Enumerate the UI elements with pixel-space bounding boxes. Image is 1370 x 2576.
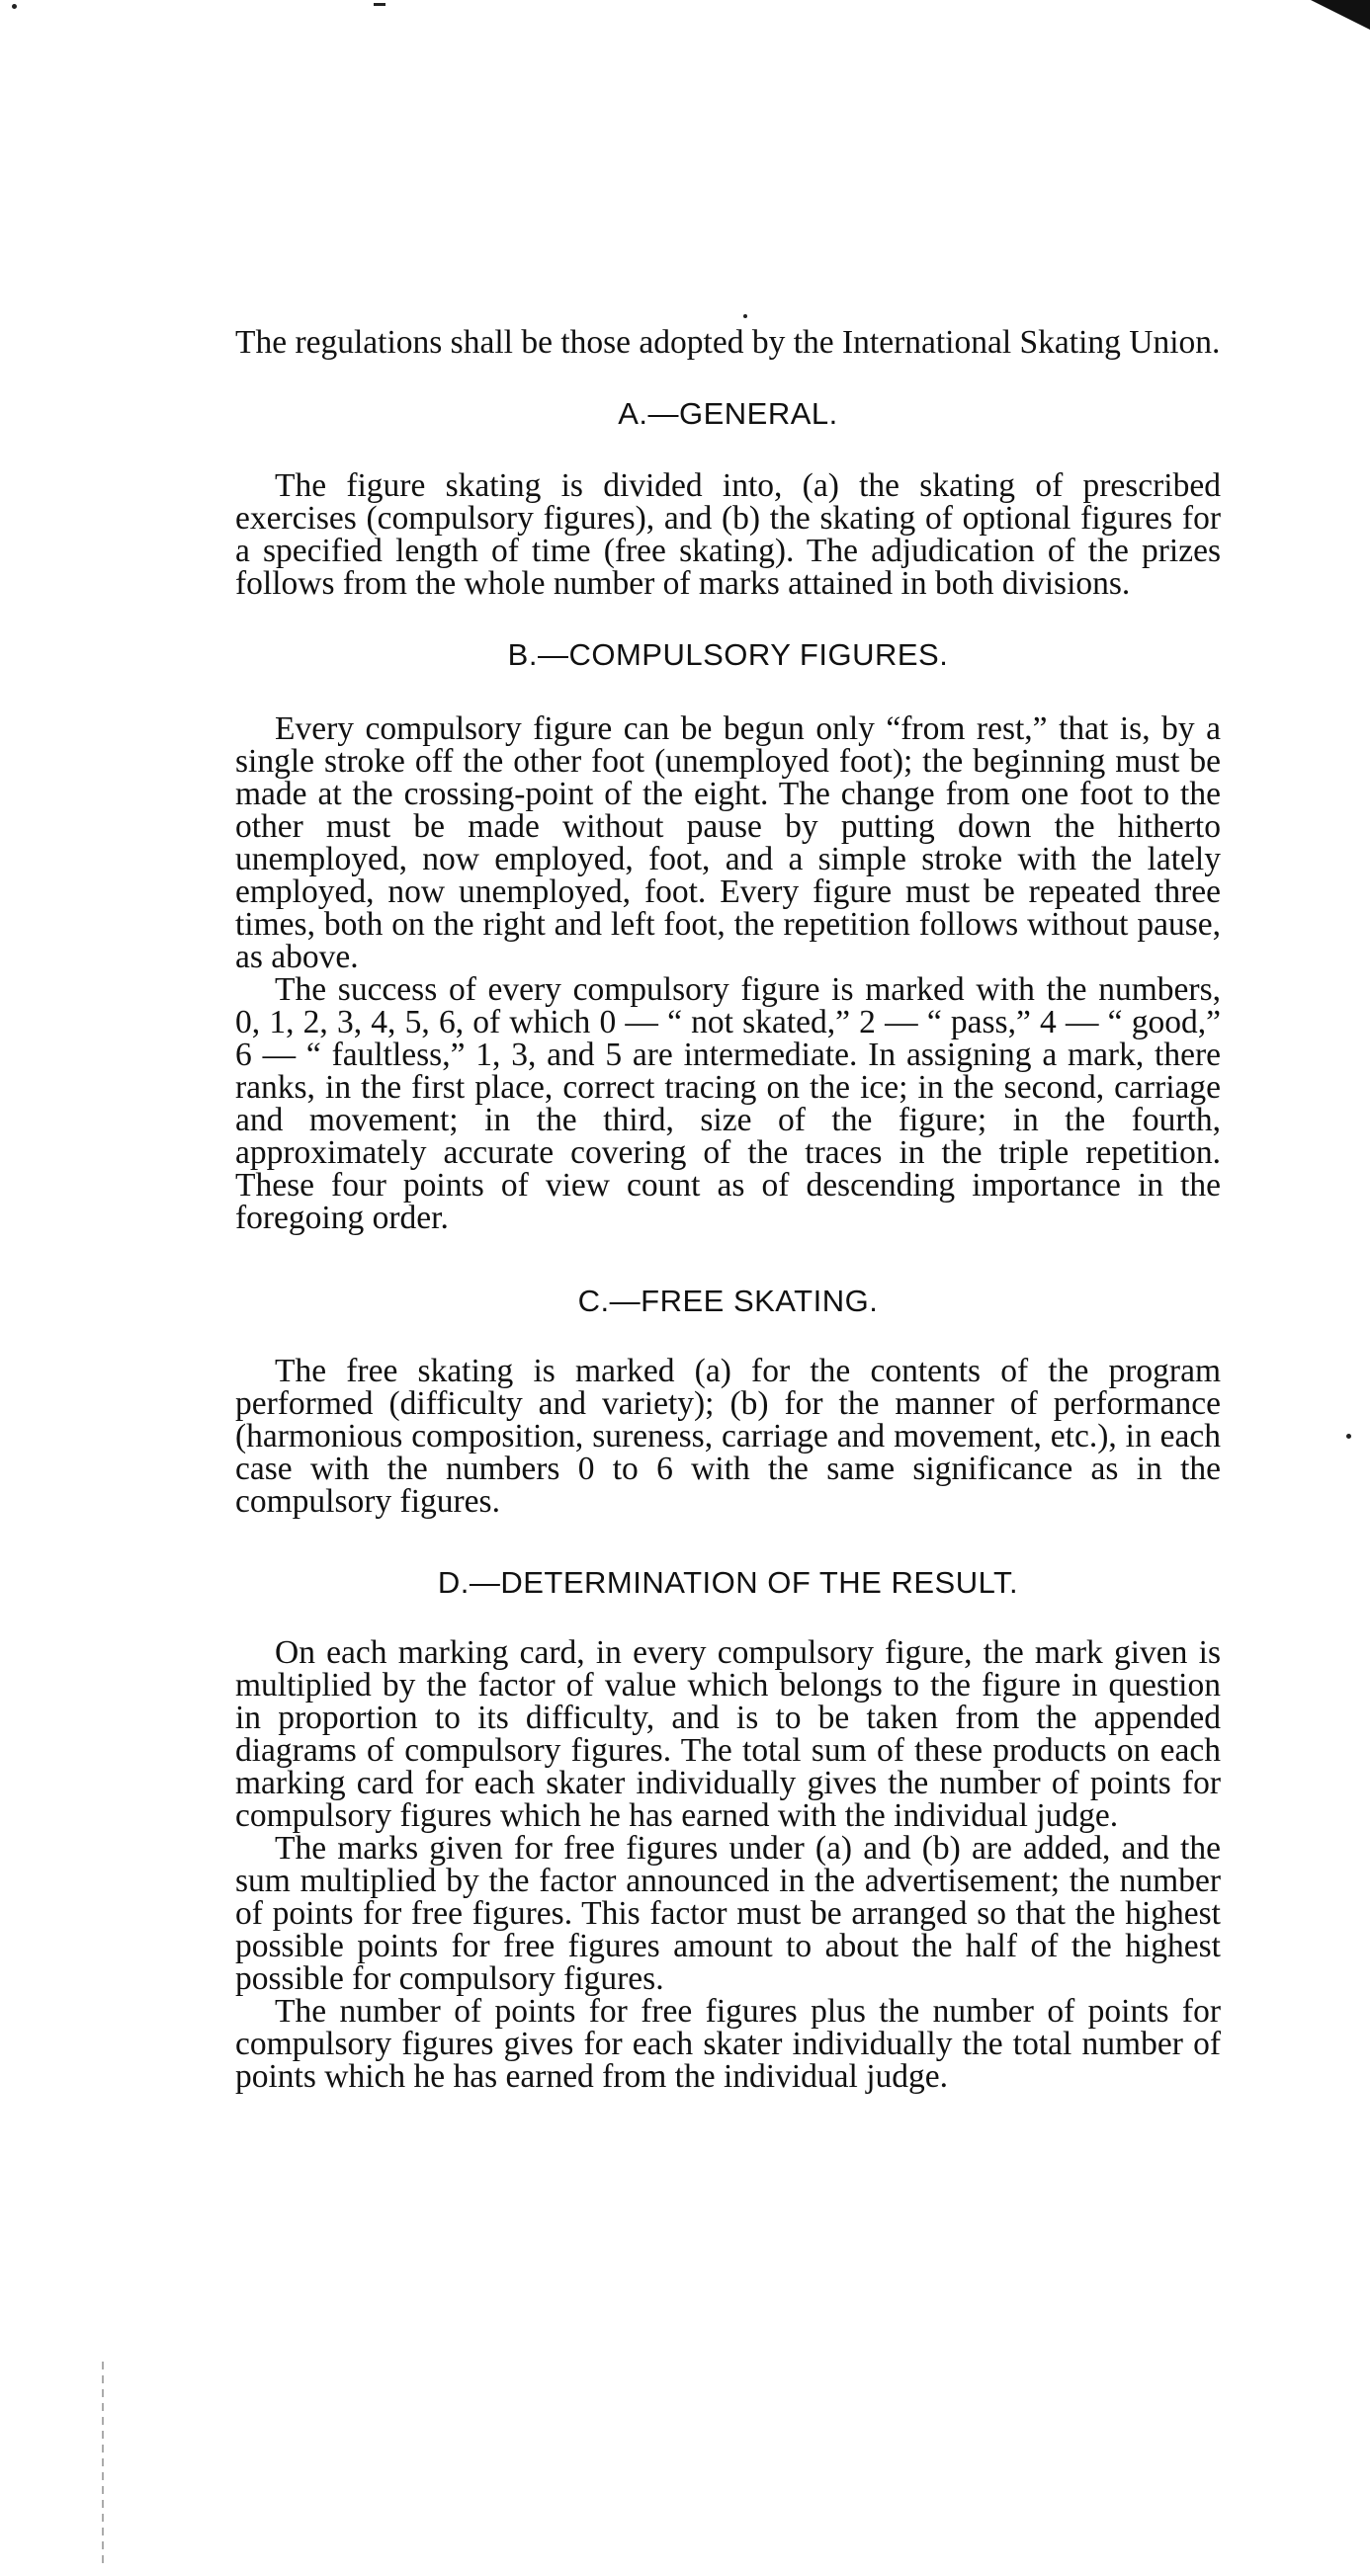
section-determination-of-result (235, 1565, 1221, 2093)
paragraph: On each marking card, in every compulsory figure, the mark given is multiplied by the factor of value which belongs to the figure in question in proportion to its difficulty, and is to be taken from the appended diagrams of compulsory figures. The total sum of these products on each marking card for each skater individually gives the number of points for compulsory figures which he has earned with the individual judge. (235, 1634, 1221, 1834)
scan-speck (1346, 1434, 1351, 1439)
corner-scan-artifact (1311, 0, 1370, 30)
paragraph: The free skating is marked (a) for the contents of the program performed (difficulty and variety); (b) for the manner of performance (harmonious composition, sureness, carriage and movement, etc.), in each case with the numbers 0 to 6 with the same significance as in the compulsory figures. (235, 1353, 1221, 1520)
section-heading: D.—DETERMINATION OF THE RESULT. (437, 1565, 1019, 1600)
intro-paragraph: The regulations shall be those adopted by the International Skating Union. (235, 324, 1221, 361)
section-heading: A.—GENERAL. (618, 396, 838, 431)
scan-speck (374, 3, 385, 6)
margin-scan-line (102, 2362, 104, 2569)
paragraph: The marks given for free figures under (a) and (b) are added, and the sum multiplied by the factor announced in the advertisement; the number of points for free figures. This factor must be arranged so that the highest possible points for free figures amount to about the half of the highest possible for compulsory figures. (235, 1830, 1221, 1997)
section-free-skating (235, 1284, 1221, 1518)
section-general (235, 396, 1221, 600)
paragraph: The number of points for free figures plus the number of points for compulsory figures gives for each skater individually the total number of points which he has earned from the individual judge. (235, 1993, 1221, 2095)
section-heading: C.—FREE SKATING. (577, 1284, 879, 1318)
paragraph: The figure skating is divided into, (a) the skating of prescribed exercises (compulsory figures), and (b) the skating of optional figures for a specified length of time (free skating). The adjudication of the prizes follows from the whole number of marks attained in both divisions. (235, 467, 1221, 602)
section-compulsory-figures (235, 637, 1221, 1234)
document-page (235, 326, 1221, 2093)
paragraph: The success of every compulsory figure is marked with the numbers, 0, 1, 2, 3, 4, 5, 6, of which 0 — “ not skated,” 2 — “ pass,” 4 — “ good,” 6 — “ faultless,” 1, 3, and 5 are intermediate. In assigning a mark, there ranks, in the first place, correct tracing on the ice; in the second, carriage and movement; in the third, size of the figure; in the fourth, approximately accurate covering of the traces in the triple repetition. These four points of view count as of descending importance in the foregoing order. (235, 971, 1221, 1236)
scan-speck (743, 314, 747, 318)
paragraph: Every compulsory figure can be begun only “from rest,” that is, by a single stroke off the other foot (unemployed foot); the beginning must be made at the crossing-point of the eight. The change from one foot to the other must be made without pause by putting down the hitherto unemployed, now employed, foot, and a simple stroke with the lately employed, now unemployed, foot. Every figure must be repeated three times, both on the right and left foot, the repetition follows without pause, as above. (235, 710, 1221, 975)
scan-speck (12, 4, 17, 9)
section-heading: B.—COMPULSORY FIGURES. (507, 637, 949, 672)
